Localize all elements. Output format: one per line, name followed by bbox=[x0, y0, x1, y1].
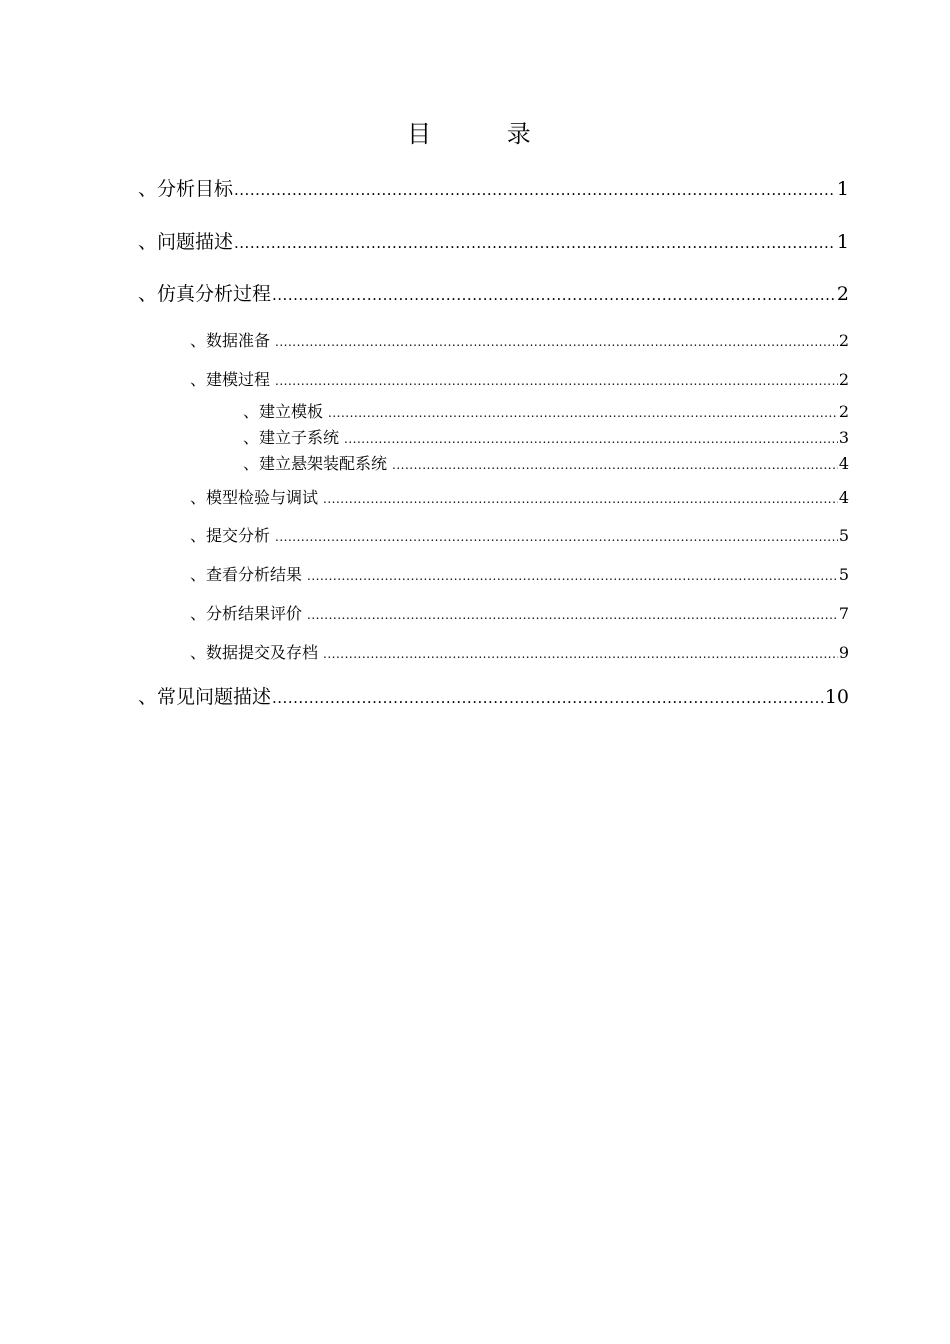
toc-entry-build-subsystem[interactable] bbox=[243, 427, 849, 450]
toc-entry-label: 、建立悬架装配系统 bbox=[243, 454, 388, 473]
toc-entry-data-archive[interactable] bbox=[190, 642, 849, 665]
dot-leader bbox=[272, 282, 836, 308]
toc-entry-page: 9 bbox=[838, 643, 849, 662]
toc-entry-label: 、模型检验与调试 bbox=[190, 488, 319, 507]
toc-entry-page: 2 bbox=[838, 331, 849, 350]
toc-entry-page: 3 bbox=[838, 428, 849, 447]
toc-entry-label: 、分析结果评价 bbox=[190, 604, 303, 623]
dot-leader bbox=[328, 402, 838, 424]
toc-entry-evaluate-results[interactable] bbox=[190, 603, 849, 626]
toc-entry-label: 、查看分析结果 bbox=[190, 565, 303, 584]
toc-title: 目 录 bbox=[407, 120, 565, 148]
toc-entry-page: 10 bbox=[824, 686, 849, 708]
dot-leader bbox=[392, 454, 838, 476]
toc-entry-analysis-goal[interactable] bbox=[138, 176, 849, 203]
toc-entry-simulation-process[interactable] bbox=[138, 281, 849, 308]
toc-entry-modeling-process[interactable] bbox=[190, 369, 849, 392]
toc-entry-page: 7 bbox=[838, 604, 849, 623]
toc-entry-label: 、常见问题描述 bbox=[138, 686, 272, 708]
dot-leader bbox=[234, 177, 836, 203]
toc-entry-label: 、问题描述 bbox=[138, 231, 234, 253]
dot-leader bbox=[272, 685, 824, 711]
toc-entry-label: 、建立子系统 bbox=[243, 428, 340, 447]
toc-entry-view-results[interactable] bbox=[190, 564, 849, 587]
toc-entry-page: 5 bbox=[838, 526, 849, 545]
toc-entry-page: 5 bbox=[838, 565, 849, 584]
dot-leader bbox=[344, 428, 838, 450]
toc-entry-label: 、数据提交及存档 bbox=[190, 643, 319, 662]
toc-entry-label: 、分析目标 bbox=[138, 178, 234, 200]
toc-entry-page: 4 bbox=[838, 454, 849, 473]
toc-entry-problem-description[interactable] bbox=[138, 229, 849, 256]
toc-entry-faq[interactable] bbox=[138, 684, 849, 711]
toc-entry-page: 2 bbox=[838, 402, 849, 421]
toc-entry-page: 4 bbox=[838, 488, 849, 507]
toc-entry-page: 2 bbox=[838, 370, 849, 389]
toc-entry-label: 、建模过程 bbox=[190, 370, 271, 389]
dot-leader bbox=[275, 370, 838, 392]
dot-leader bbox=[275, 331, 838, 353]
toc-entry-label: 、数据准备 bbox=[190, 331, 271, 350]
toc-entry-label: 、仿真分析过程 bbox=[138, 283, 272, 305]
dot-leader bbox=[323, 488, 838, 510]
dot-leader bbox=[307, 565, 838, 587]
toc-entry-page: 2 bbox=[836, 283, 849, 305]
toc-entry-build-suspension-assembly[interactable] bbox=[243, 453, 849, 476]
toc-entry-submit-analysis[interactable] bbox=[190, 525, 849, 548]
toc-entry-data-preparation[interactable] bbox=[190, 330, 849, 353]
toc-entry-page: 1 bbox=[836, 178, 849, 200]
toc-entry-build-template[interactable] bbox=[243, 401, 849, 424]
dot-leader bbox=[307, 604, 838, 626]
toc-entry-label: 、提交分析 bbox=[190, 526, 271, 545]
toc-entry-label: 、建立模板 bbox=[243, 402, 324, 421]
toc-entry-page: 1 bbox=[836, 231, 849, 253]
toc-entry-model-check[interactable] bbox=[190, 487, 849, 510]
dot-leader bbox=[234, 230, 836, 256]
dot-leader bbox=[275, 526, 838, 548]
dot-leader bbox=[323, 643, 838, 665]
